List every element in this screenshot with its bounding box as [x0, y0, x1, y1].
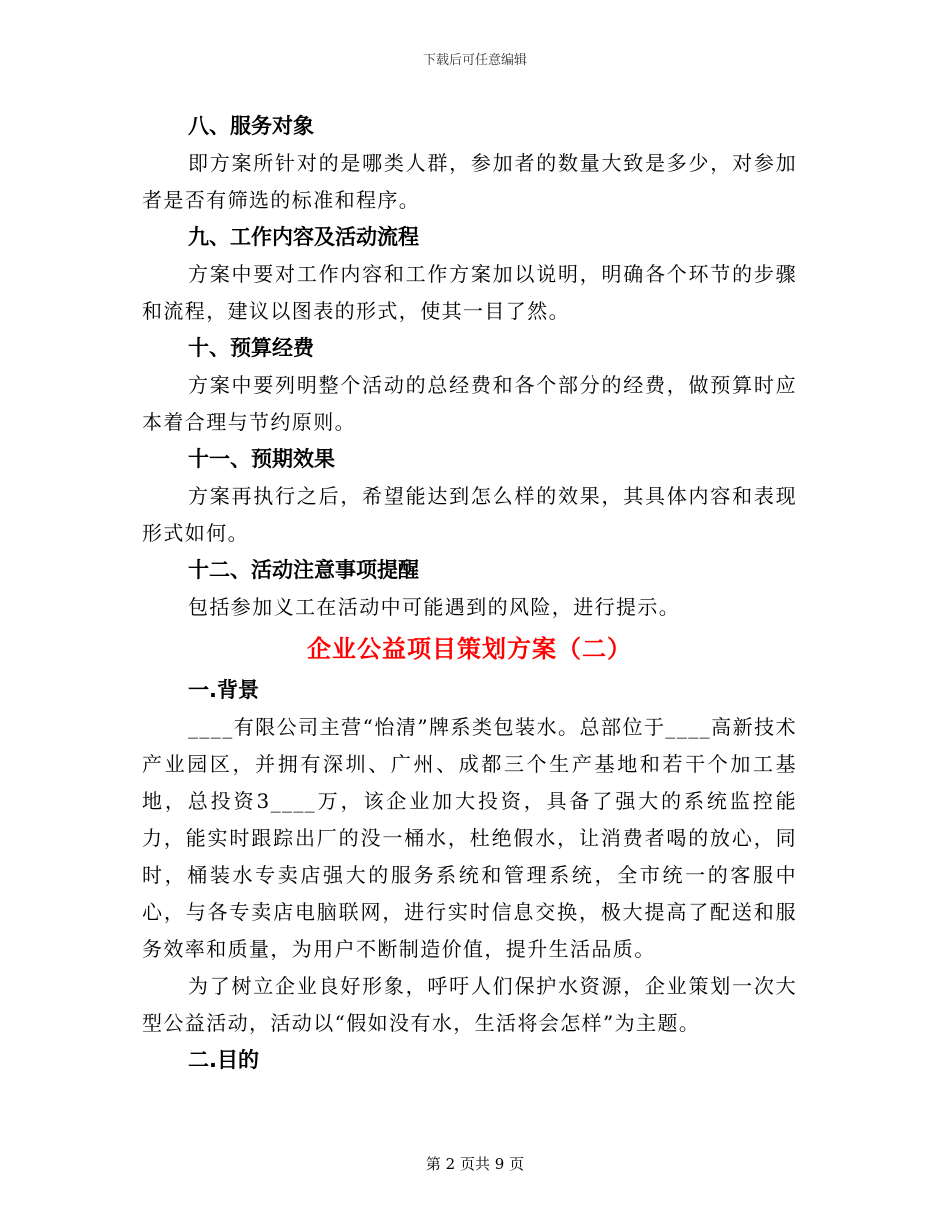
section-work-content — [142, 219, 797, 330]
section-paragraph: 包括参加义工在活动中可能遇到的风险，进行提示。 — [188, 595, 681, 619]
section-heading: 八、服务对象 — [188, 114, 314, 138]
document-body — [142, 108, 797, 1079]
section-purpose — [142, 1042, 797, 1079]
section-budget — [142, 330, 797, 441]
section-paragraph: 方案中要列明整个活动的总经费和各个部分的经费，做预算时应本着合理与节约原则。 — [142, 373, 797, 434]
page-header: 下载后可任意编辑 — [422, 53, 527, 68]
section-heading: 十二、活动注意事项提醒 — [188, 558, 419, 582]
section-paragraph: ____有限公司主营“怡清”牌系类包装水。总部位于____高新技术产业园区，并拥有深圳、广州、成都三个生产基地和若干个加工基地，总投资3____万，该企业加大投资，具备了强大的系统监控能力，能实时跟踪出厂的没一桶水，杜绝假水，让消费者喝的放心，同时，桶装水专卖店强大的服务系统和管理系统，全市统一的客服中心，与各专卖店电脑联网，进行实时信息交换，极大提高了配送和服务效率和质量，为用户不断制造价值，提升生活品质。 — [142, 715, 797, 961]
section-paragraph: 即方案所针对的是哪类人群，参加者的数量大致是多少，对参加者是否有筛选的标准和程序。 — [142, 151, 797, 212]
page-footer: 第 2 页共 9 页 — [425, 1155, 525, 1173]
document-title: 企业公益项目策划方案（二） — [307, 635, 632, 663]
section-heading: 九、工作内容及活动流程 — [188, 225, 419, 249]
section-service-target — [142, 108, 797, 219]
section-background — [142, 672, 797, 1042]
section-paragraph: 为了树立企业良好形象，呼吁人们保护水资源，企业策划一次大型公益活动，活动以“假如没有水，生活将会怎样”为主题。 — [142, 974, 797, 1035]
section-heading: 十一、预期效果 — [188, 447, 335, 471]
section-paragraph: 方案再执行之后，希望能达到怎么样的效果，其具体内容和表现形式如何。 — [142, 484, 797, 545]
section-heading: 二.目的 — [188, 1048, 259, 1072]
section-precautions — [142, 552, 797, 626]
section-heading: 一.背景 — [188, 678, 259, 702]
section-heading: 十、预算经费 — [188, 336, 314, 360]
section-paragraph: 方案中要对工作内容和工作方案加以说明，明确各个环节的步骤和流程，建议以图表的形式，使其一目了然。 — [142, 262, 797, 323]
section-expected-effect — [142, 441, 797, 552]
